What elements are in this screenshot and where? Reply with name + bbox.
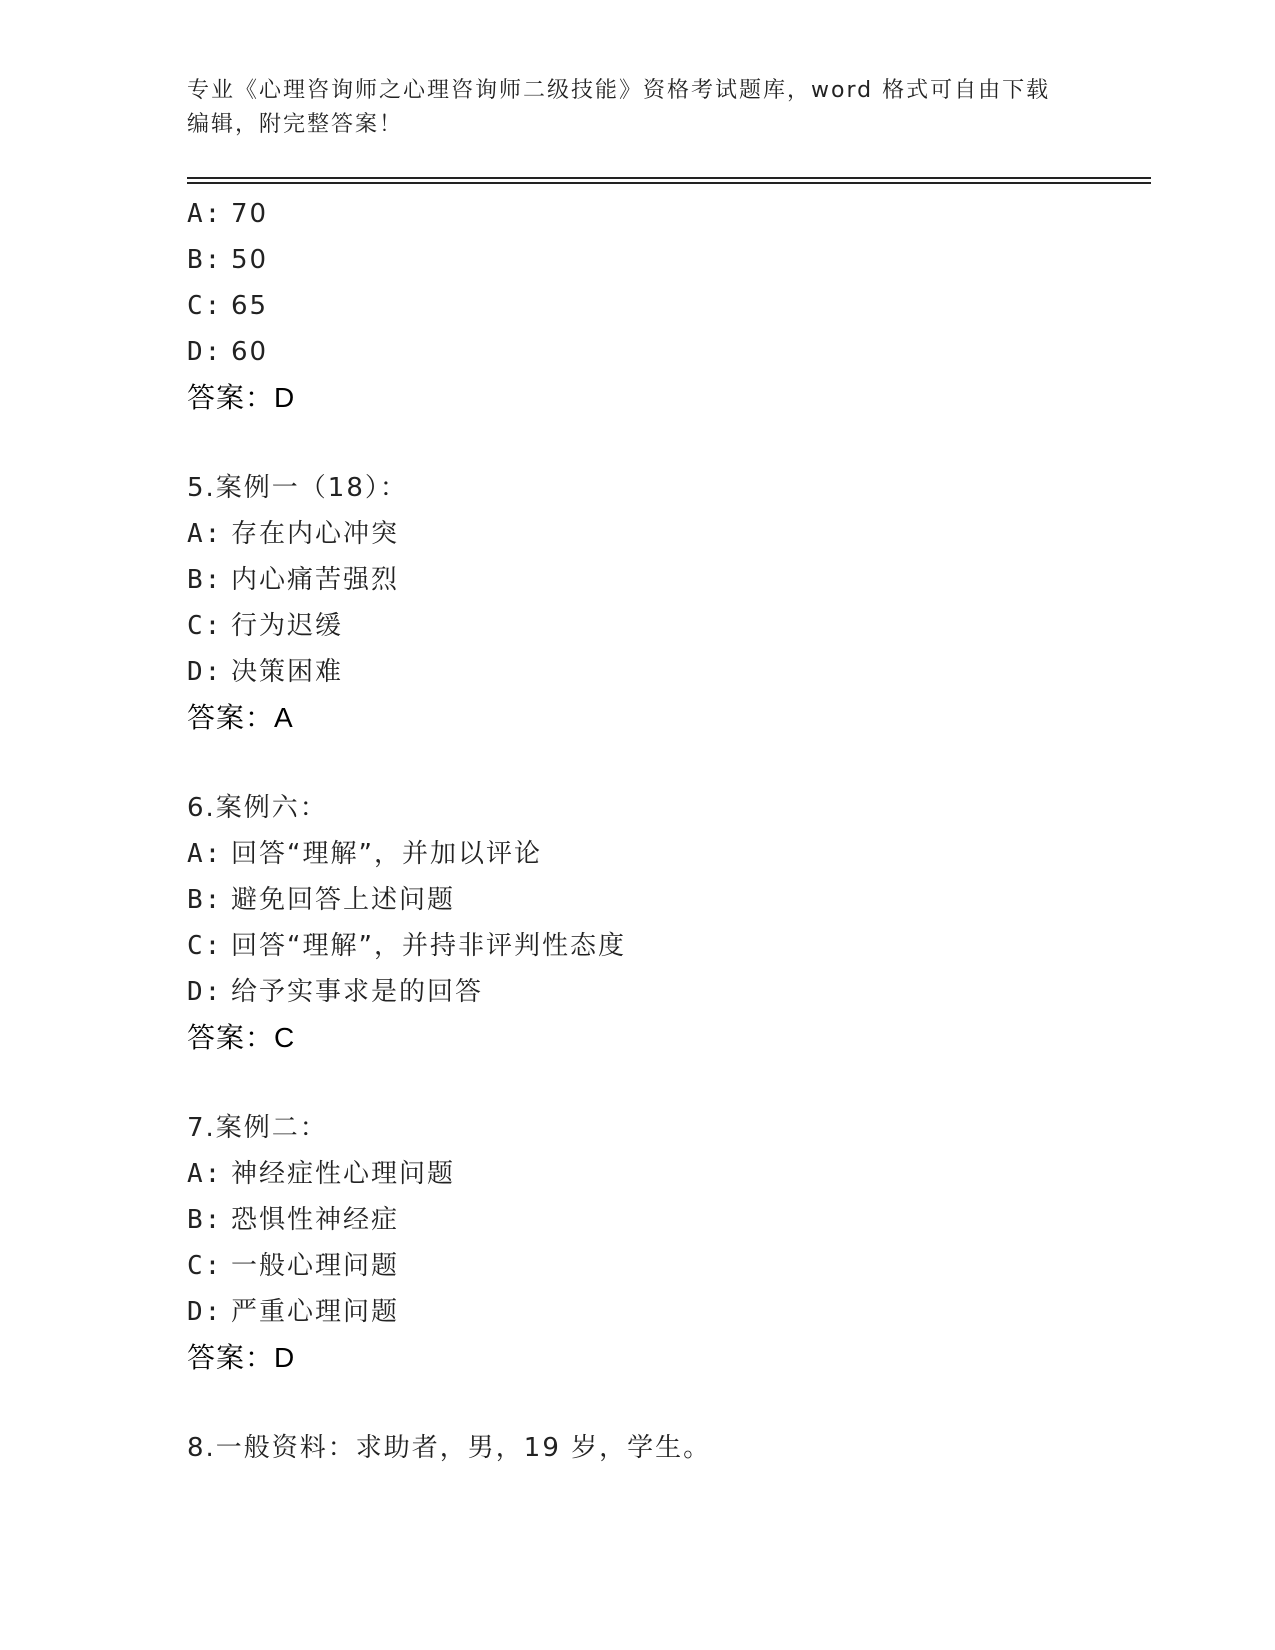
- header-divider-top: [187, 177, 1151, 179]
- option-letter: A:: [187, 199, 223, 229]
- option-b: [187, 877, 1151, 923]
- spacer: [187, 1381, 1151, 1425]
- document-header: [187, 74, 1087, 142]
- option-letter: D:: [187, 657, 223, 687]
- option-text: 内心痛苦强烈: [231, 565, 400, 595]
- option-text: 一般心理问题: [231, 1251, 400, 1281]
- option-d: [187, 969, 1151, 1015]
- option-c: [187, 603, 1151, 649]
- option-letter: D:: [187, 337, 223, 367]
- option-letter: D:: [187, 977, 223, 1007]
- option-b: [187, 237, 1151, 283]
- question-title: 5.案例一（18）：: [187, 473, 408, 503]
- spacer: [187, 421, 1151, 465]
- option-letter: B:: [187, 1205, 223, 1235]
- option-d: [187, 329, 1151, 375]
- option-letter: C:: [187, 931, 223, 961]
- option-letter: C:: [187, 291, 223, 321]
- option-text: 65: [231, 291, 269, 321]
- option-text: 恐惧性神经症: [231, 1205, 400, 1235]
- option-text: 60: [231, 337, 269, 367]
- option-b: [187, 557, 1151, 603]
- question-title: 6.案例六：: [187, 793, 328, 823]
- header-line-1: 专业《心理咨询师之心理咨询师二级技能》资格考试题库，word 格式可自由下载: [187, 78, 1051, 103]
- answer-line: 答案：C: [187, 1022, 296, 1053]
- answer-line: 答案：A: [187, 702, 294, 733]
- option-letter: C:: [187, 611, 223, 641]
- question-block-7: [187, 1105, 1151, 1381]
- option-c: [187, 923, 1151, 969]
- option-text: 避免回答上述问题: [231, 885, 456, 915]
- spacer: [187, 741, 1151, 785]
- option-c: [187, 1243, 1151, 1289]
- option-a: [187, 1151, 1151, 1197]
- question-block-6: [187, 785, 1151, 1061]
- option-a: [187, 511, 1151, 557]
- header-line-2: 编辑，附完整答案！: [187, 112, 404, 137]
- question-block-5: [187, 465, 1151, 741]
- option-letter: A:: [187, 1159, 223, 1189]
- question-list: [187, 191, 1151, 1471]
- option-text: 70: [231, 199, 269, 229]
- option-text: 行为迟缓: [231, 611, 344, 641]
- option-b: [187, 1197, 1151, 1243]
- option-text: 50: [231, 245, 269, 275]
- option-text: 给予实事求是的回答: [231, 977, 484, 1007]
- option-text: 回答“理解”，并持非评判性态度: [231, 931, 626, 961]
- option-a: [187, 831, 1151, 877]
- option-letter: A:: [187, 839, 223, 869]
- option-letter: B:: [187, 565, 223, 595]
- spacer: [187, 1061, 1151, 1105]
- option-letter: A:: [187, 519, 223, 549]
- option-c: [187, 283, 1151, 329]
- option-text: 回答“理解”，并加以评论: [231, 839, 542, 869]
- option-d: [187, 1289, 1151, 1335]
- option-d: [187, 649, 1151, 695]
- question-block-8: [187, 1425, 1151, 1471]
- option-letter: B:: [187, 245, 223, 275]
- option-letter: D:: [187, 1297, 223, 1327]
- question-title: 7.案例二：: [187, 1113, 328, 1143]
- answer-line: 答案：D: [187, 382, 296, 413]
- question-block-4: [187, 191, 1151, 421]
- answer-line: 答案：D: [187, 1342, 296, 1373]
- option-text: 严重心理问题: [231, 1297, 400, 1327]
- option-text: 存在内心冲突: [231, 519, 400, 549]
- option-letter: C:: [187, 1251, 223, 1281]
- header-divider-bottom: [187, 182, 1151, 184]
- question-title: 8.一般资料：求助者，男，19 岁，学生。: [187, 1433, 712, 1463]
- option-text: 神经症性心理问题: [231, 1159, 456, 1189]
- option-a: [187, 191, 1151, 237]
- option-text: 决策困难: [231, 657, 344, 687]
- option-letter: B:: [187, 885, 223, 915]
